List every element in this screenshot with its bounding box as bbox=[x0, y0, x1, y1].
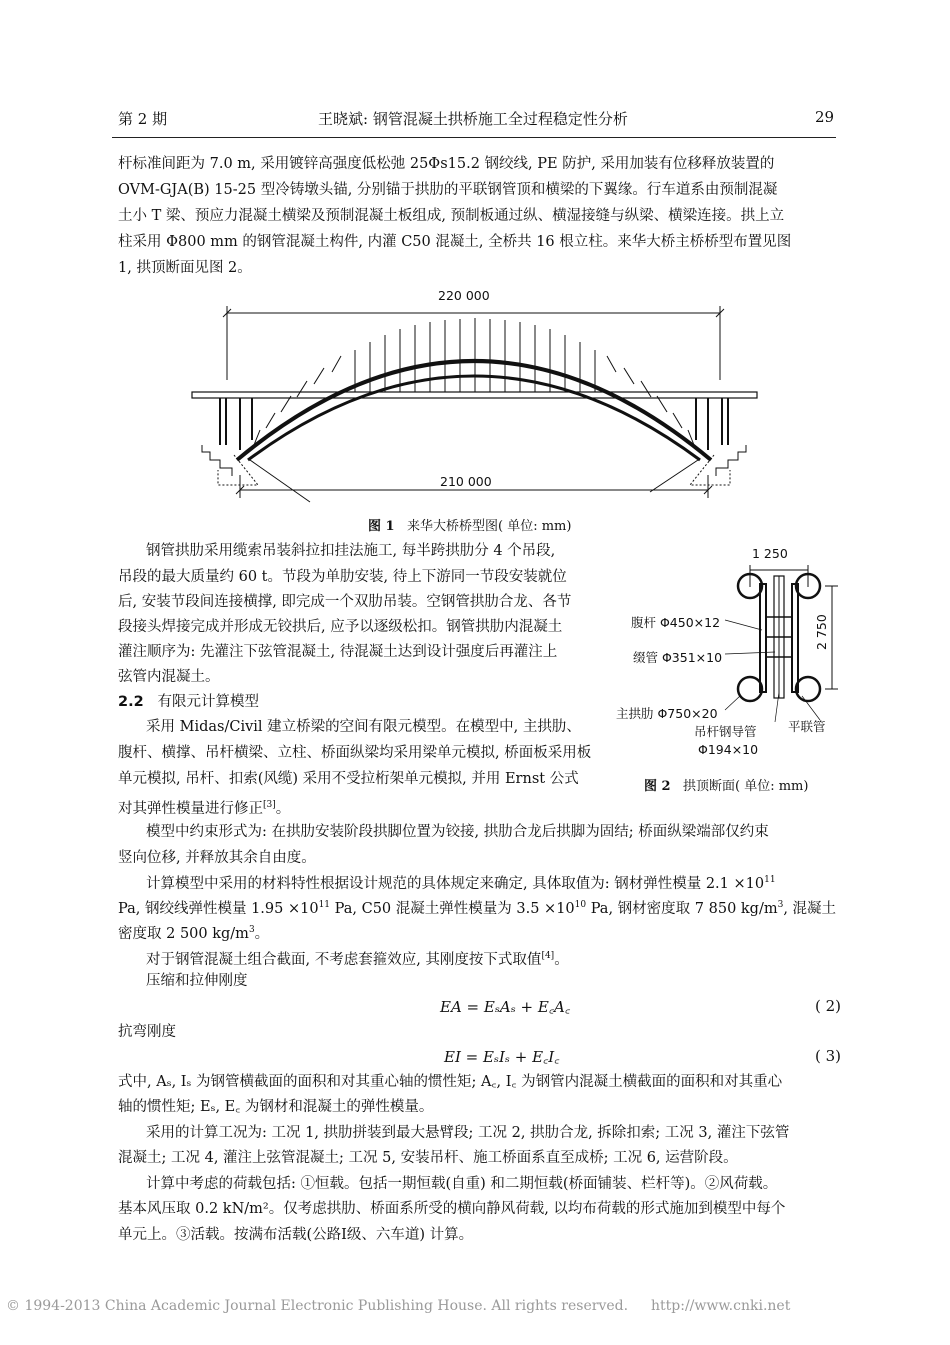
equation-2: EA = EₛAₛ + E꜀A꜀ bbox=[440, 998, 571, 1016]
text-span: Pa, 钢材密度取 7 850 kg/m bbox=[586, 900, 778, 917]
text-span: 。 bbox=[554, 951, 569, 968]
text-line: 单元模拟, 吊杆、扣索(风缆) 采用不受拉桁架单元模拟, 并用 Ernst 公式 bbox=[118, 771, 579, 787]
citation: [3] bbox=[263, 800, 276, 810]
fig2-dimension-top: 1 250 bbox=[752, 546, 788, 561]
text-line: 模型中约束形式为: 在拱肋安装阶段拱脚位置为铰接, 拱肋合龙后拱脚为固结; 桥面纵梁端部仅约束 bbox=[146, 824, 769, 840]
text-line: 计算中考虑的荷载包括: ①恒载。包括一期恒载(自重) 和二期恒载(桥面铺装、栏杆等)。②风荷载。 bbox=[146, 1176, 778, 1192]
page-number: 29 bbox=[815, 108, 835, 126]
figure-1-caption bbox=[368, 515, 571, 534]
copyright-notice: © 1994-2013 China Academic Journal Electronic Publishing House. All rights reserved. bbox=[6, 1298, 629, 1314]
figure-2-label: 图 2 bbox=[644, 779, 671, 794]
superscript: 11 bbox=[318, 900, 331, 910]
superscript: 3 bbox=[248, 925, 255, 935]
equation-2-number: ( 2) bbox=[815, 997, 842, 1015]
issue-number: 第 2 期 bbox=[118, 110, 168, 128]
label-tie-tube: 缀管 Φ351×10 bbox=[633, 650, 723, 665]
figure-2-title: 拱顶断面( 单位: mm) bbox=[682, 779, 809, 794]
text-line bbox=[146, 946, 569, 970]
text-line: 腹杆、横撑、吊杆横梁、立柱、桥面纵梁均采用梁单元模拟, 桥面板采用板 bbox=[118, 745, 592, 761]
text-span: 对于钢管混凝土组合截面, 不考虑套箍效应, 其刚度按下式取值 bbox=[146, 951, 542, 968]
text-span: 计算模型中采用的材料特性根据设计规范的具体规定来确定, 具体取值为: 钢材弹性模量 2.1 ×10 bbox=[146, 875, 765, 892]
section-title: 有限元计算模型 bbox=[157, 694, 260, 710]
text-line: 基本风压取 0.2 kN/m²。仅考虑拱肋、桥面系所受的横向静风荷载, 以均布荷载的形式施加到模型中每个 bbox=[118, 1201, 786, 1217]
superscript: 3 bbox=[777, 900, 784, 910]
label-guide-size: Φ194×10 bbox=[698, 742, 759, 757]
figure-1-bridge-elevation bbox=[180, 280, 770, 505]
text-line: 弦管内混凝土。 bbox=[118, 669, 220, 685]
text-line: 灌注顺序为: 先灌注下弦管混凝土, 待混凝土达到设计强度后再灌注上 bbox=[118, 644, 558, 660]
label-main-rib: 主拱肋 Φ750×20 bbox=[616, 706, 718, 721]
label-brace-tube: 平联管 bbox=[788, 719, 826, 734]
text-line: OVM-GJA(B) 15-25 型冷铸墩头锚, 分别锚于拱肋的平联钢管顶和横梁的下翼缘。行车道系由预制混凝 bbox=[118, 182, 778, 198]
text-line: 段接头焊接完成并形成无铰拱后, 应予以逐级松扣。钢管拱肋内混凝土 bbox=[118, 619, 563, 635]
text-line: 采用的计算工况为: 工况 1, 拱肋拼装到最大悬臂段; 工况 2, 拱肋合龙, 拆除扣索; 工况 3, 灌注下弦管 bbox=[146, 1125, 790, 1141]
fig2-dimension-side: 2 750 bbox=[814, 614, 829, 650]
text-line: 式中, Aₛ, Iₛ 为钢管横截面的面积和对其重心轴的惯性矩; A꜀, I꜀ 为钢管内混凝土横截面的面积和对其重心 bbox=[118, 1074, 783, 1090]
running-title: 王晓斌: 钢管混凝土拱桥施工全过程稳定性分析 bbox=[318, 110, 628, 128]
text-line: 吊段的最大质量约 60 t。节段为单肋安装, 待上下游同一节段安装就位 bbox=[118, 569, 567, 585]
figure-1-label: 图 1 bbox=[368, 519, 395, 534]
label-guide-tube: 吊杆钢导管 bbox=[694, 724, 757, 739]
text-span: Pa, 钢绞线弹性模量 1.95 ×10 bbox=[118, 900, 319, 917]
citation: [4] bbox=[541, 951, 555, 961]
header-rule bbox=[112, 137, 836, 138]
text-line: 混凝土; 工况 4, 灌注上弦管混凝土; 工况 5, 安装吊杆、施工桥面系直至成桥; 工况 6, 运营阶段。 bbox=[118, 1150, 738, 1166]
text-line: 采用 Midas/Civil 建立桥梁的空间有限元模型。在模型中, 主拱肋、 bbox=[146, 719, 581, 735]
text-span: Pa, C50 混凝土弹性模量为 3.5 ×10 bbox=[330, 900, 575, 917]
text-span: 对其弹性模量进行修正 bbox=[118, 800, 263, 817]
text-line: 1, 拱顶断面见图 2。 bbox=[118, 260, 252, 276]
superscript: 11 bbox=[764, 875, 776, 885]
label-bending-stiffness: 抗弯刚度 bbox=[118, 1024, 176, 1040]
text-span: , 混凝土 bbox=[783, 900, 837, 917]
text-line: 钢管拱肋采用缆索吊装斜拉扣挂法施工, 每半跨拱肋分 4 个吊段, bbox=[146, 543, 556, 559]
fig1-dimension-bottom: 210 000 bbox=[440, 474, 492, 489]
footer-link[interactable]: http://www.cnki.net bbox=[651, 1298, 791, 1314]
text-span: 。 bbox=[254, 925, 270, 942]
section-heading bbox=[118, 692, 259, 712]
text-line bbox=[118, 920, 269, 944]
equation-3-number: ( 3) bbox=[815, 1047, 842, 1065]
figure-2-caption bbox=[644, 775, 808, 794]
label-axial-stiffness: 压缩和拉伸刚度 bbox=[146, 973, 248, 989]
superscript: 10 bbox=[574, 900, 587, 910]
equation-3: EI = EₛIₛ + E꜀I꜀ bbox=[444, 1048, 560, 1066]
text-line: 竖向位移, 并释放其余自由度。 bbox=[118, 850, 316, 866]
label-web-member: 腹杆 Φ450×12 bbox=[631, 615, 721, 630]
fig1-dimension-top: 220 000 bbox=[438, 288, 490, 303]
text-line: 土小 T 梁、预应力混凝土横梁及预制混凝土板组成, 预制板通过纵、横湿接缝与纵梁、横梁连接。拱上立 bbox=[118, 208, 785, 224]
text-line bbox=[146, 870, 776, 894]
text-line: 杆标准间距为 7.0 m, 采用镀锌高强度低松弛 25Φs15.2 钢绞线, PE 防护, 采用加装有位移释放装置的 bbox=[118, 156, 775, 172]
text-line: 对其弹性模量进行修正[3]。 bbox=[118, 800, 291, 817]
text-line: 柱采用 Φ800 mm 的钢管混凝土构件, 内灌 C50 混凝土, 全桥共 16 根立柱。来华大桥主桥桥型布置见图 bbox=[118, 234, 792, 250]
text-line: 单元上。③活载。按满布活载(公路Ⅰ级、六车道) 计算。 bbox=[118, 1227, 474, 1243]
figure-2-cross-section bbox=[720, 562, 850, 737]
figure-1-title: 来华大桥桥型图( 单位: mm) bbox=[406, 519, 572, 534]
text-line: 后, 安装节段间连接横撑, 即完成一个双肋吊装。空钢管拱肋合龙、各节 bbox=[118, 594, 572, 610]
text-line bbox=[118, 895, 836, 919]
text-line: 轴的惯性矩; Eₛ, E꜀ 为钢材和混凝土的弹性模量。 bbox=[118, 1099, 434, 1115]
section-number: 2.2 bbox=[118, 694, 144, 710]
text-span: 密度取 2 500 kg/m bbox=[118, 925, 249, 942]
